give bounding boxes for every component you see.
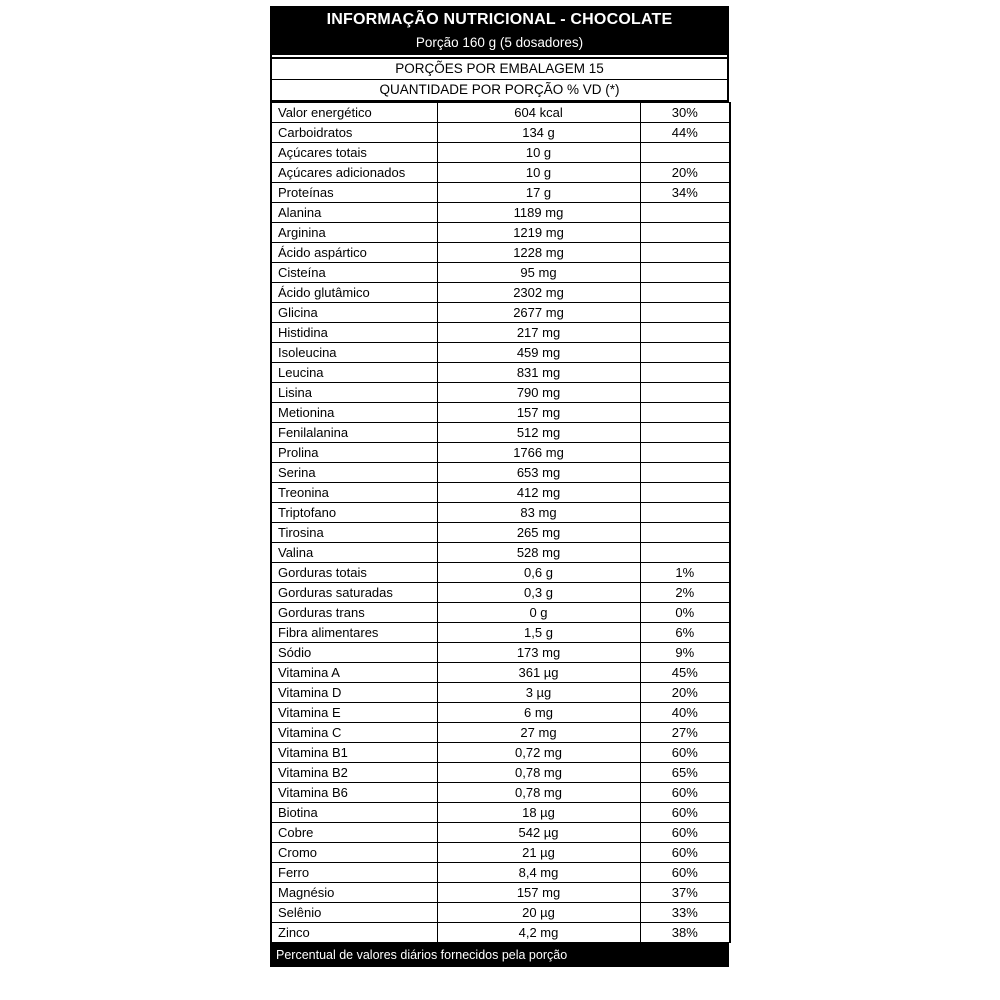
nutrient-name: Isoleucina: [271, 343, 437, 363]
nutrient-amount: 0,78 mg: [437, 763, 640, 783]
nutrient-daily-value: [640, 303, 730, 323]
nutrient-amount: 542 µg: [437, 823, 640, 843]
nutrient-daily-value: 44%: [640, 123, 730, 143]
nutrient-row: [271, 803, 730, 823]
nutrient-name: Carboidratos: [271, 123, 437, 143]
nutrient-amount: 1766 mg: [437, 443, 640, 463]
nutrient-row: [271, 163, 730, 183]
nutrient-name: Vitamina B1: [271, 743, 437, 763]
nutrient-row: [271, 583, 730, 603]
nutrient-row: [271, 423, 730, 443]
nutrient-amount: 27 mg: [437, 723, 640, 743]
nutrient-row: [271, 323, 730, 343]
label-title: INFORMAÇÃO NUTRICIONAL - CHOCOLATE: [326, 11, 673, 28]
nutrient-name: Treonina: [271, 483, 437, 503]
nutrient-amount: 2302 mg: [437, 283, 640, 303]
nutrient-name: Histidina: [271, 323, 437, 343]
nutrient-row: [271, 683, 730, 703]
nutrient-amount: 10 g: [437, 143, 640, 163]
nutrient-name: Proteínas: [271, 183, 437, 203]
nutrient-daily-value: 60%: [640, 803, 730, 823]
nutrient-amount: 83 mg: [437, 503, 640, 523]
nutrient-daily-value: [640, 323, 730, 343]
nutrient-name: Gorduras totais: [271, 563, 437, 583]
nutrient-row: [271, 723, 730, 743]
nutrient-daily-value: 33%: [640, 903, 730, 923]
nutrient-daily-value: [640, 343, 730, 363]
nutrient-daily-value: [640, 363, 730, 383]
nutrient-row: [271, 843, 730, 863]
nutrient-row: [271, 203, 730, 223]
nutrient-name: Metionina: [271, 403, 437, 423]
nutrient-daily-value: [640, 443, 730, 463]
nutrient-row: [271, 383, 730, 403]
nutrient-daily-value: [640, 483, 730, 503]
nutrient-row: [271, 343, 730, 363]
nutrient-name: Biotina: [271, 803, 437, 823]
nutrient-row: [271, 183, 730, 203]
nutrient-daily-value: [640, 463, 730, 483]
nutrient-name: Vitamina C: [271, 723, 437, 743]
nutrient-row: [271, 243, 730, 263]
nutrient-name: Gorduras trans: [271, 603, 437, 623]
nutrient-row: [271, 123, 730, 143]
nutrient-name: Ácido aspártico: [271, 243, 437, 263]
nutrient-name: Ferro: [271, 863, 437, 883]
nutrient-amount: 0,72 mg: [437, 743, 640, 763]
nutrient-daily-value: [640, 503, 730, 523]
nutrient-name: Fibra alimentares: [271, 623, 437, 643]
nutrient-row: [271, 763, 730, 783]
nutrient-amount: 2677 mg: [437, 303, 640, 323]
nutrient-row: [271, 483, 730, 503]
nutrient-amount: 361 µg: [437, 663, 640, 683]
nutrient-daily-value: [640, 243, 730, 263]
nutrient-amount: 18 µg: [437, 803, 640, 823]
nutrient-amount: 17 g: [437, 183, 640, 203]
nutrient-amount: 134 g: [437, 123, 640, 143]
nutrient-daily-value: 45%: [640, 663, 730, 683]
nutrient-daily-value: [640, 523, 730, 543]
nutrient-name: Alanina: [271, 203, 437, 223]
quantity-per-serving-header: QUANTIDADE POR PORÇÃO % VD (*): [272, 80, 727, 102]
nutrient-name: Cobre: [271, 823, 437, 843]
nutrient-name: Açúcares adicionados: [271, 163, 437, 183]
nutrient-name: Vitamina D: [271, 683, 437, 703]
nutrient-name: Ácido glutâmico: [271, 283, 437, 303]
nutrient-daily-value: 60%: [640, 743, 730, 763]
nutrient-name: Valor energético: [271, 103, 437, 123]
nutrient-amount: 3 µg: [437, 683, 640, 703]
nutrient-daily-value: 38%: [640, 923, 730, 943]
nutrient-row: [271, 663, 730, 683]
nutrient-amount: 1189 mg: [437, 203, 640, 223]
nutrient-row: [271, 363, 730, 383]
nutrient-daily-value: [640, 223, 730, 243]
nutrient-name: Serina: [271, 463, 437, 483]
nutrient-row: [271, 543, 730, 563]
nutrient-amount: 4,2 mg: [437, 923, 640, 943]
nutrient-row: [271, 283, 730, 303]
nutrient-row: [271, 523, 730, 543]
nutrient-amount: 528 mg: [437, 543, 640, 563]
nutrient-daily-value: 30%: [640, 103, 730, 123]
nutrient-name: Leucina: [271, 363, 437, 383]
nutrient-name: Vitamina B6: [271, 783, 437, 803]
nutrient-amount: 1219 mg: [437, 223, 640, 243]
nutrient-daily-value: [640, 543, 730, 563]
nutrient-name: Sódio: [271, 643, 437, 663]
nutrient-daily-value: 2%: [640, 583, 730, 603]
nutrient-amount: 8,4 mg: [437, 863, 640, 883]
nutrient-amount: 157 mg: [437, 883, 640, 903]
nutrient-amount: 0,78 mg: [437, 783, 640, 803]
nutrient-daily-value: 9%: [640, 643, 730, 663]
nutrient-daily-value: 34%: [640, 183, 730, 203]
nutrient-daily-value: 37%: [640, 883, 730, 903]
nutrient-name: Triptofano: [271, 503, 437, 523]
label-subheader: [270, 59, 729, 102]
nutrient-amount: 831 mg: [437, 363, 640, 383]
nutrient-name: Prolina: [271, 443, 437, 463]
nutrient-daily-value: [640, 283, 730, 303]
nutrient-row: [271, 903, 730, 923]
nutrient-name: Zinco: [271, 923, 437, 943]
nutrient-daily-value: 60%: [640, 823, 730, 843]
nutrient-name: Lisina: [271, 383, 437, 403]
nutrient-daily-value: 60%: [640, 843, 730, 863]
nutrient-row: [271, 263, 730, 283]
nutrient-amount: 412 mg: [437, 483, 640, 503]
nutrient-amount: 0,3 g: [437, 583, 640, 603]
nutrient-name: Magnésio: [271, 883, 437, 903]
nutrient-name: Tirosina: [271, 523, 437, 543]
nutrient-daily-value: 65%: [640, 763, 730, 783]
nutrient-row: [271, 443, 730, 463]
nutrient-daily-value: [640, 403, 730, 423]
nutrient-name: Fenilalanina: [271, 423, 437, 443]
nutrient-row: [271, 463, 730, 483]
nutrient-row: [271, 783, 730, 803]
nutrient-row: [271, 143, 730, 163]
nutrient-daily-value: 20%: [640, 683, 730, 703]
nutrient-name: Selênio: [271, 903, 437, 923]
nutrient-row: [271, 503, 730, 523]
nutrient-amount: 157 mg: [437, 403, 640, 423]
nutrient-daily-value: 27%: [640, 723, 730, 743]
nutrient-amount: 10 g: [437, 163, 640, 183]
nutrient-name: Gorduras saturadas: [271, 583, 437, 603]
nutrient-amount: 95 mg: [437, 263, 640, 283]
nutrient-amount: 265 mg: [437, 523, 640, 543]
nutrient-daily-value: 60%: [640, 783, 730, 803]
nutrient-row: [271, 703, 730, 723]
nutrient-name: Vitamina A: [271, 663, 437, 683]
nutrient-amount: 1228 mg: [437, 243, 640, 263]
nutrient-amount: 512 mg: [437, 423, 640, 443]
nutrient-name: Vitamina B2: [271, 763, 437, 783]
nutrient-amount: 604 kcal: [437, 103, 640, 123]
nutrient-row: [271, 223, 730, 243]
nutrient-daily-value: 6%: [640, 623, 730, 643]
nutrient-name: Vitamina E: [271, 703, 437, 723]
nutrient-amount: 20 µg: [437, 903, 640, 923]
nutrient-amount: 1,5 g: [437, 623, 640, 643]
servings-per-package: PORÇÕES POR EMBALAGEM 15: [272, 59, 727, 80]
label-footnote: Percentual de valores diários fornecidos pela porção: [270, 943, 729, 967]
nutrient-row: [271, 863, 730, 883]
nutrient-row: [271, 103, 730, 123]
nutrient-row: [271, 923, 730, 943]
nutrient-row: [271, 403, 730, 423]
nutrition-facts-label: [270, 6, 729, 996]
nutrient-daily-value: [640, 203, 730, 223]
nutrient-amount: 790 mg: [437, 383, 640, 403]
nutrient-daily-value: [640, 423, 730, 443]
nutrient-amount: 173 mg: [437, 643, 640, 663]
nutrient-amount: 0 g: [437, 603, 640, 623]
nutrient-daily-value: [640, 263, 730, 283]
nutrient-name: Glicina: [271, 303, 437, 323]
nutrient-row: [271, 603, 730, 623]
nutrient-amount: 217 mg: [437, 323, 640, 343]
nutrient-row: [271, 883, 730, 903]
nutrient-row: [271, 823, 730, 843]
nutrient-row: [271, 643, 730, 663]
nutrient-amount: 459 mg: [437, 343, 640, 363]
nutrient-name: Arginina: [271, 223, 437, 243]
nutrient-amount: 653 mg: [437, 463, 640, 483]
nutrient-row: [271, 623, 730, 643]
nutrient-daily-value: 40%: [640, 703, 730, 723]
nutrient-daily-value: 20%: [640, 163, 730, 183]
nutrient-daily-value: 1%: [640, 563, 730, 583]
nutrient-amount: 0,6 g: [437, 563, 640, 583]
nutrient-daily-value: 60%: [640, 863, 730, 883]
nutrient-daily-value: [640, 143, 730, 163]
nutrient-amount: 6 mg: [437, 703, 640, 723]
nutrient-row: [271, 303, 730, 323]
nutrient-name: Açúcares totais: [271, 143, 437, 163]
nutrient-row: [271, 563, 730, 583]
nutrient-row: [271, 743, 730, 763]
nutrient-table-body: [271, 103, 730, 943]
nutrient-daily-value: [640, 383, 730, 403]
nutrient-amount: 21 µg: [437, 843, 640, 863]
label-header: [270, 6, 729, 59]
nutrient-name: Cisteína: [271, 263, 437, 283]
nutrient-table: [270, 102, 731, 943]
portion-size: Porção 160 g (5 dosadores): [272, 33, 727, 57]
nutrient-name: Valina: [271, 543, 437, 563]
nutrient-daily-value: 0%: [640, 603, 730, 623]
nutrient-name: Cromo: [271, 843, 437, 863]
